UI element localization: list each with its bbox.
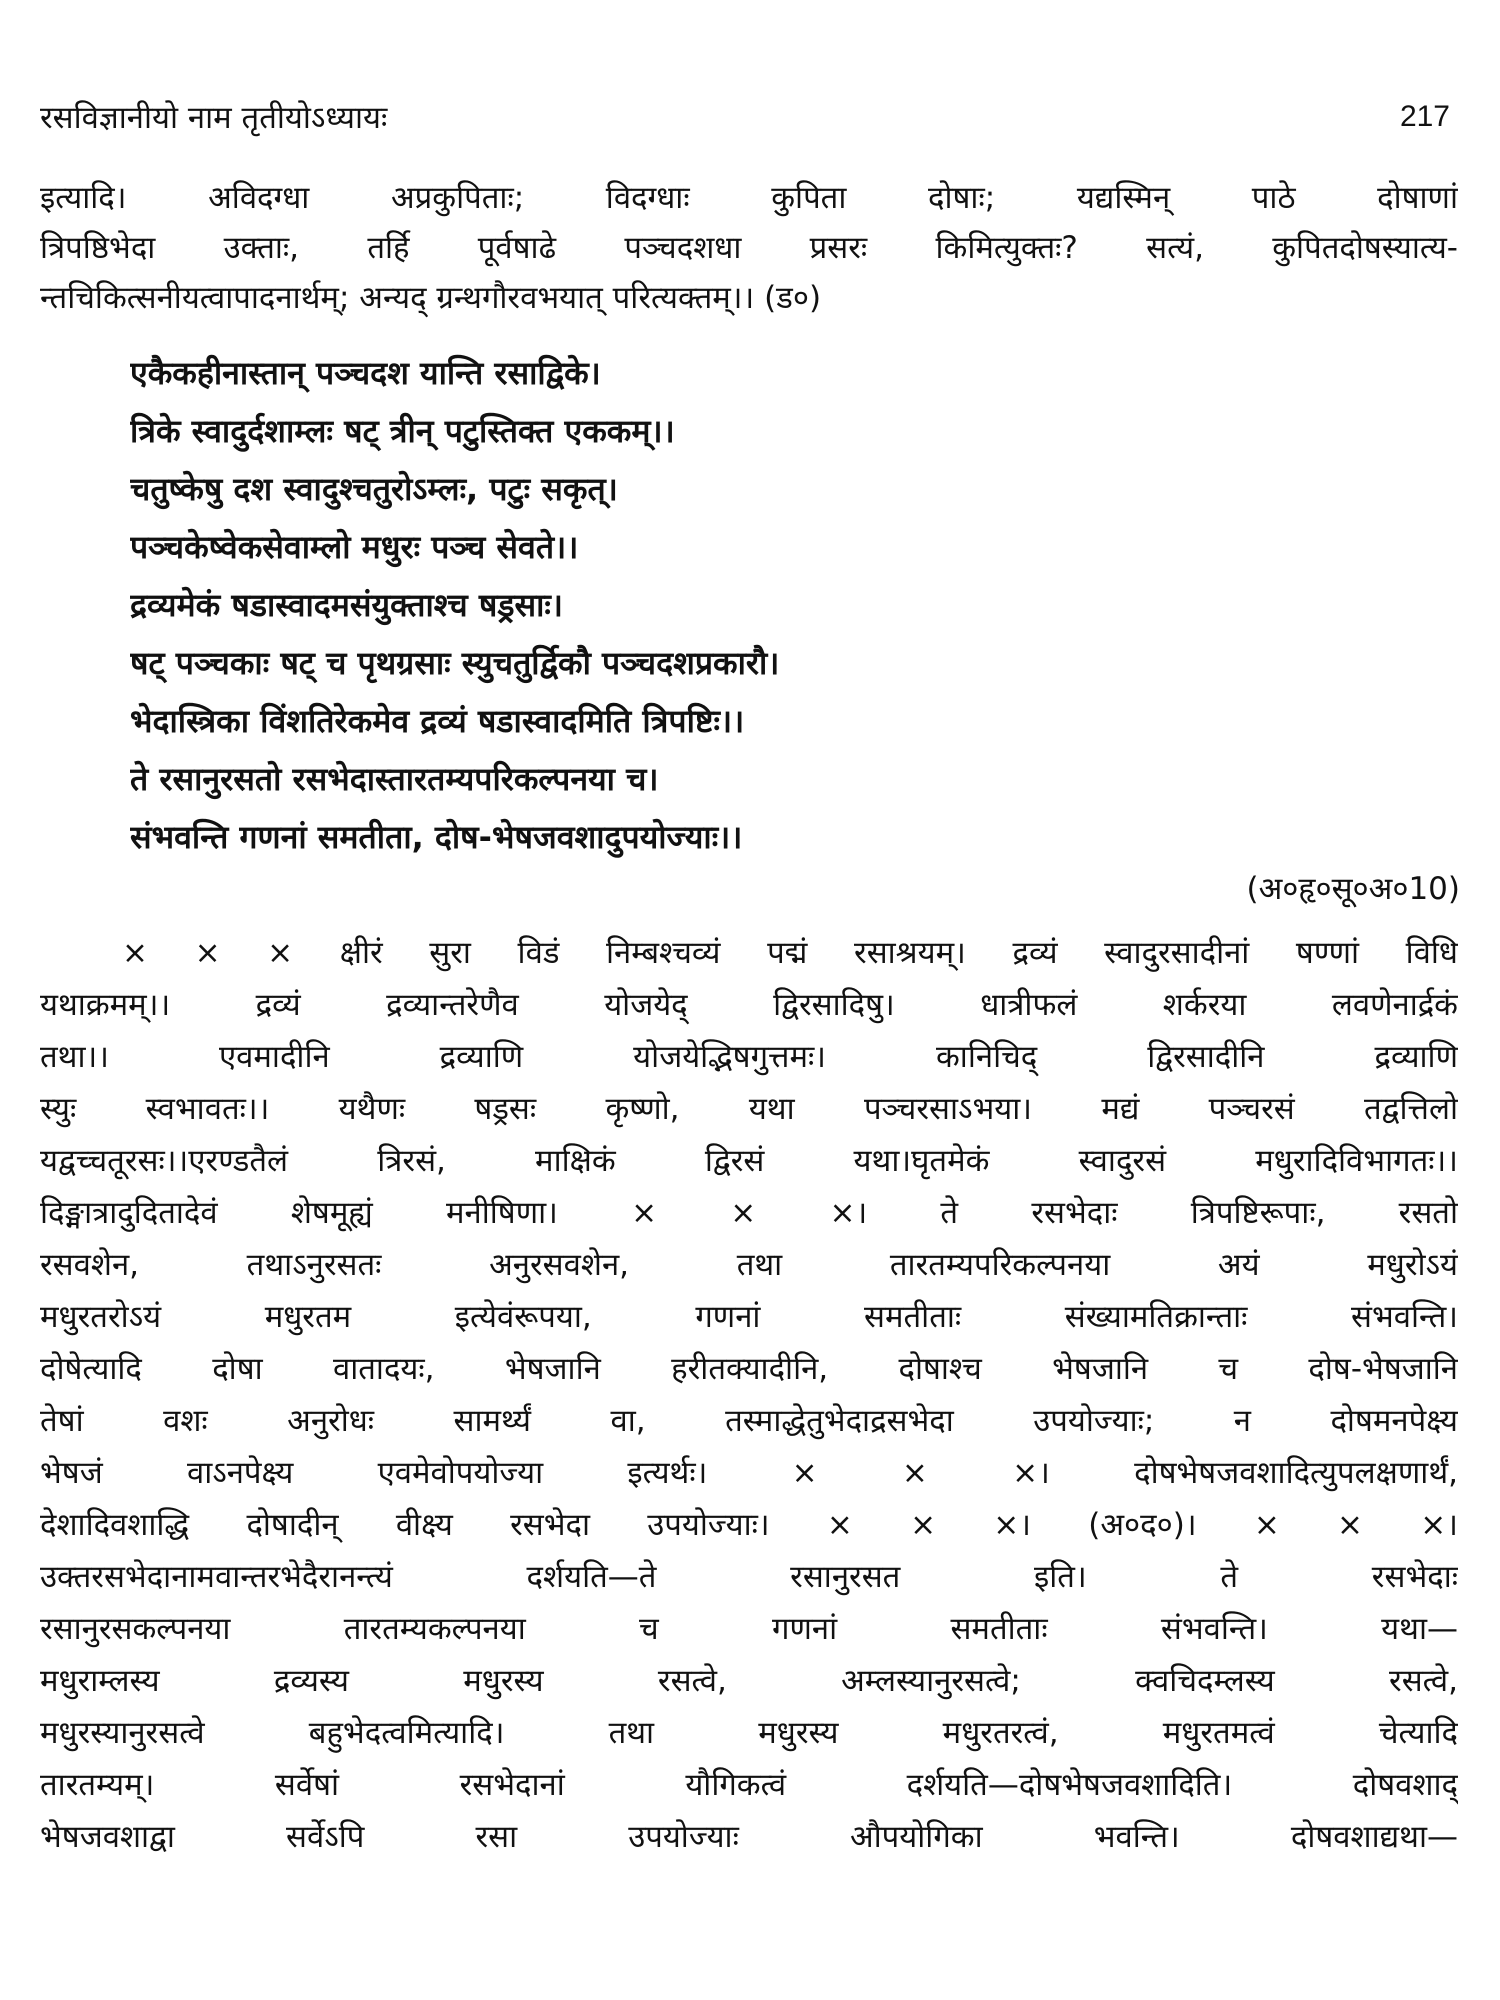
intro-line: न्तचिकित्सनीयत्वापादनार्थम्; अन्यद् ग्रन्थगौरवभयात् परित्यक्तम्।। (ड०): [40, 280, 822, 316]
commentary-line: दोषेत्यादि दोषा वातादयः, भेषजानि हरीतक्यादीनि, दोषाश्च भेषजानि च दोष-भेषजानि: [40, 1351, 1458, 1387]
commentary-line: मधुरतरोऽयं मधुरतम इत्येवंरूपया, गणनां समतीताः संख्यामतिक्रान्ताः संभवन्ति।: [40, 1299, 1458, 1335]
commentary-line: मधुरस्यानुरसत्वे बहुभेदत्वमित्यादि। तथा मधुरस्य मधुरतरत्वं, मधुरतमत्वं चेत्यादि: [40, 1715, 1458, 1751]
commentary-line: तथा।। एवमादीनि द्रव्याणि योजयेद्भिषगुत्तमः। कानिचिद् द्विरसादीनि द्रव्याणि: [40, 1039, 1458, 1075]
commentary-line: भेषजं वाऽनपेक्ष्य एवमेवोपयोज्या इत्यर्थः। × × ×। दोषभेषजवशादित्युपलक्षणार्थं,: [40, 1455, 1458, 1491]
verse-line: भेदास्त्रिका विंशतिरेकमेव द्रव्यं षडास्वादमिति त्रिपष्टिः।।: [130, 702, 745, 740]
verse-line: संभवन्ति गणनां समतीता, दोष-भेषजवशादुपयोज्याः।।: [130, 818, 743, 856]
commentary-line: × × × क्षीरं सुरा विडं निम्बश्चव्यं पद्मं रसाश्रयम्। द्रव्यं स्वादुरसादीनां षण्णां विधि: [122, 935, 1458, 971]
verse-line: द्रव्यमेकं षडास्वादमसंयुक्ताश्च षड्रसाः।: [130, 586, 563, 624]
verse-line: षट् पञ्चकाः षट् च पृथग्रसाः स्युचतुर्द्विकौ पञ्चदशप्रकारौ।: [130, 644, 780, 682]
verse-line: चतुष्केषु दश स्वादुश्चतुरोऽम्लः, पटुः सकृत्।: [130, 470, 618, 508]
verse-line: त्रिके स्वादुर्दशाम्लः षट् त्रीन् पटुस्तिक्त एककम्।।: [130, 412, 675, 450]
verse-line: ते रसानुरसतो रसभेदास्तारतम्यपरिकल्पनया च।: [130, 760, 659, 798]
commentary-line: यथाक्रमम्।। द्रव्यं द्रव्यान्तरेणैव योजयेद् द्विरसादिषु। धात्रीफलं शर्करया लवणेनार्द्रकं: [40, 987, 1458, 1023]
commentary-line: यद्वच्चतूरसः।।एरण्डतैलं त्रिरसं, माक्षिकं द्विरसं यथा।घृतमेकं स्वादुरसं मधुरादिविभागतः।।: [40, 1143, 1458, 1179]
running-header: [40, 92, 1458, 142]
chapter-title: रसविज्ञानीयो नाम तृतीयोऽध्यायः: [40, 100, 388, 136]
commentary-line: भेषजवशाद्वा सर्वेऽपि रसा उपयोज्याः औपयोगिका भवन्ति। दोषवशाद्यथा—: [40, 1819, 1458, 1855]
intro-line: इत्यादि। अविदग्धा अप्रकुपिताः; विदग्धाः कुपिता दोषाः; यद्यस्मिन् पाठे दोषाणां: [40, 180, 1458, 216]
commentary-line: रसवशेन, तथाऽनुरसतः अनुरसवशेन, तथा तारतम्यपरिकल्पनया अयं मधुरोऽयं: [40, 1247, 1458, 1283]
verse-line: पञ्चकेष्वेकसेवाम्लो मधुरः पञ्च सेवते।।: [130, 528, 579, 566]
verse-citation: (अ०हृ०सू०अ०10): [1246, 871, 1460, 907]
commentary-line: रसानुरसकल्पनया तारतम्यकल्पनया च गणनां समतीताः संभवन्ति। यथा—: [40, 1611, 1458, 1647]
verse-line: एकैकहीनास्तान् पञ्चदश यान्ति रसाद्विके।: [130, 354, 601, 392]
commentary-line: तेषां वशः अनुरोधः सामर्थ्यं वा, तस्माद्धेतुभेदाद्रसभेदा उपयोज्याः; न दोषमनपेक्ष्य: [40, 1403, 1458, 1439]
commentary-line: उक्तरसभेदानामवान्तरभेदैरानन्त्यं दर्शयति—ते रसानुरसत इति। ते रसभेदाः: [40, 1559, 1458, 1595]
commentary-line: स्युः स्वभावतः।। यथैणः षड्रसः कृष्णो, यथा पञ्चरसाऽभया। मद्यं पञ्चरसं तद्वत्तिलो: [40, 1091, 1458, 1127]
commentary-line: मधुराम्लस्य द्रव्यस्य मधुरस्य रसत्वे, अम्लस्यानुरसत्वे; क्वचिदम्लस्य रसत्वे,: [40, 1663, 1458, 1699]
commentary-line: दिङ्मात्रादुदितादेवं शेषमूह्यं मनीषिणा। × × ×। ते रसभेदाः त्रिपष्टिरूपाः, रसतो: [40, 1195, 1458, 1231]
intro-line: त्रिपष्ठिभेदा उक्ताः, तर्हि पूर्वषाढे पञ्चदशधा प्रसरः किमित्युक्तः? सत्यं, कुपितदोषस्यात्य-: [40, 230, 1458, 266]
commentary-line: तारतम्यम्। सर्वेषां रसभेदानां यौगिकत्वं दर्शयति—दोषभेषजवशादिति। दोषवशाद्: [40, 1767, 1458, 1803]
page-number: 217: [1399, 100, 1450, 133]
commentary-line: देशादिवशाद्धि दोषादीन् वीक्ष्य रसभेदा उपयोज्याः। × × ×। (अ०द०)। × × ×।: [40, 1507, 1458, 1543]
